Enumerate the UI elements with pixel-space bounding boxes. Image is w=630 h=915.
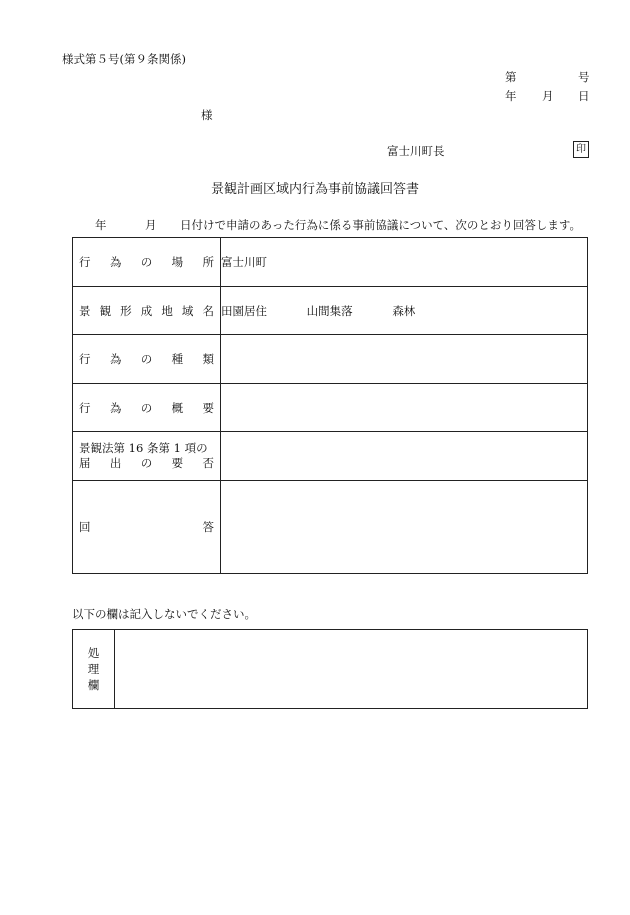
answer-label: 回 答 [79,520,214,534]
date-day: 日 [578,89,590,103]
page-title: 景観計画区域内行為事前協議回答書 [210,182,419,197]
answer-value[interactable] [221,481,588,574]
notification-value[interactable] [221,432,588,481]
seal-mark: 印 [573,141,589,158]
summary-label: 行 為 の 概 要 [79,400,214,415]
landscape-label: 景 観 形 成 地 域 名 [79,303,214,318]
form-number: 様式第５号(第９条関係) [62,52,186,66]
processing-label: 処 理 欄 [73,630,115,709]
notification-label-line2: 届 出 の 要 否 [79,456,214,470]
notification-label-line1: 景観法第 16 条第 1 項の [79,441,208,455]
document-number [505,69,590,85]
body-month: 月 [145,218,157,232]
option-mountain-village[interactable]: 山間集落 [306,303,353,318]
row-answer [73,481,588,574]
type-label: 行 為 の 種 類 [79,352,214,366]
date-month: 月 [542,89,554,103]
landscape-label-cell [73,287,221,335]
body-rest: 日付けで申請のあった行為に係る事前協議について、次のとおり回答します。 [180,218,582,232]
option-rural-residential[interactable]: 田園居住 [221,303,267,318]
doc-number-suffix: 号 [578,70,590,84]
option-forest[interactable]: 森林 [392,303,416,318]
row-action-type [73,335,588,384]
landscape-options [221,287,588,335]
type-value[interactable] [221,335,588,384]
sender-name: 富士川町長 [387,144,445,158]
type-label-cell [73,335,221,384]
summary-label-cell [73,384,221,432]
location-label: 行 為 の 場 所 [79,255,214,269]
notification-label-cell [73,432,221,481]
answer-table [72,237,588,574]
recipient-suffix: 様 [201,108,213,122]
summary-value[interactable] [221,384,588,432]
notice-text: 以下の欄は記入しないでください。 [72,607,256,621]
body-year: 年 [95,218,107,232]
location-value[interactable]: 富士川町 [221,238,588,287]
row-notification [73,432,588,481]
answer-label-cell [73,481,221,574]
row-action-summary [73,384,588,432]
processing-table [72,629,588,709]
processing-area [115,630,588,709]
location-label-cell [73,238,221,287]
date-year: 年 [505,89,517,103]
row-landscape-area [73,287,588,335]
row-location [73,238,588,287]
doc-number-prefix: 第 [505,70,517,84]
